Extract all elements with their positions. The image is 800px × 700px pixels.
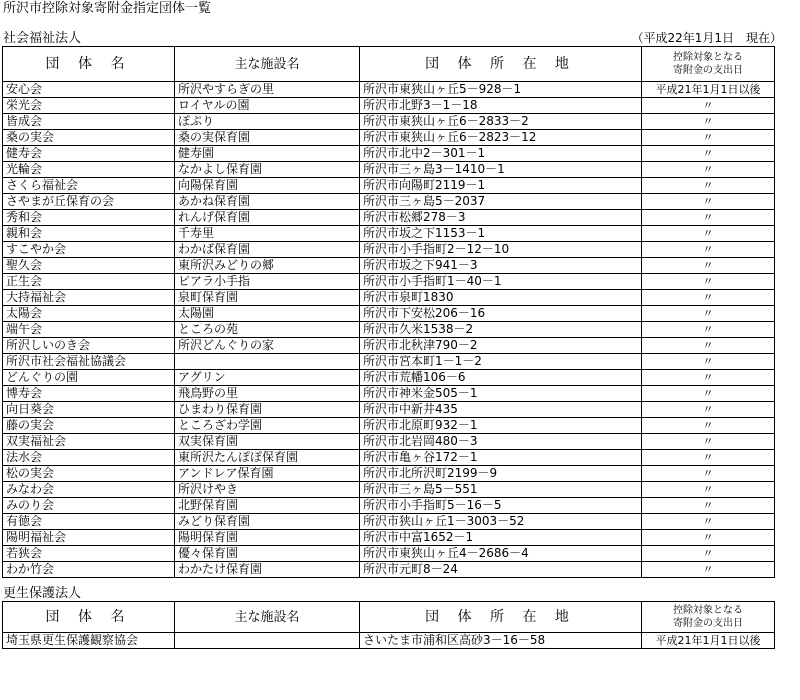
organization-name-cell: 埼玉県更生保護観察協会 <box>3 633 175 649</box>
donation-date-cell: 〃 <box>642 562 775 578</box>
facility-name-cell: 所沢やすらぎの里 <box>175 82 360 98</box>
donation-date-cell: 〃 <box>642 450 775 466</box>
header-donation-date-line1: 控除対象となる <box>673 605 743 616</box>
donation-date-cell: 〃 <box>642 530 775 546</box>
organization-name-cell: 松の実会 <box>3 466 175 482</box>
header-organization-name: 団 体 名 <box>3 602 175 633</box>
address-cell: 所沢市北野3－1－18 <box>360 98 642 114</box>
facility-name-cell: 太陽園 <box>175 306 360 322</box>
table-row <box>3 434 775 450</box>
facility-name-cell: 優々保育園 <box>175 546 360 562</box>
organization-name-cell: 若狭会 <box>3 546 175 562</box>
address-cell: さいたま市浦和区高砂3－16－58 <box>360 633 642 649</box>
facility-name-cell: 泉町保育園 <box>175 290 360 306</box>
table-row <box>3 226 775 242</box>
header-donation-date-line1: 控除対象となる <box>673 52 743 63</box>
table-row <box>3 482 775 498</box>
social-welfare-table <box>2 46 775 578</box>
donation-date-cell: 〃 <box>642 146 775 162</box>
table-row <box>3 210 775 226</box>
donation-date-cell: 〃 <box>642 98 775 114</box>
donation-date-cell: 〃 <box>642 434 775 450</box>
table-row <box>3 114 775 130</box>
donation-date-cell: 〃 <box>642 370 775 386</box>
donation-date-cell: 〃 <box>642 386 775 402</box>
facility-name-cell: アグリン <box>175 370 360 386</box>
header-address: 団 体 所 在 地 <box>360 47 642 82</box>
organization-name-cell: わか竹会 <box>3 562 175 578</box>
donation-date-cell: 〃 <box>642 482 775 498</box>
table-row <box>3 290 775 306</box>
address-cell: 所沢市下安松206－16 <box>360 306 642 322</box>
address-cell: 所沢市亀ヶ谷172－1 <box>360 450 642 466</box>
donation-date-cell: 〃 <box>642 162 775 178</box>
organization-name-cell: 大持福祉会 <box>3 290 175 306</box>
header-main-facility: 主な施設名 <box>175 47 360 82</box>
address-cell: 所沢市泉町1830 <box>360 290 642 306</box>
donation-date-cell: 〃 <box>642 546 775 562</box>
organization-name-cell: 博寿会 <box>3 386 175 402</box>
address-cell: 所沢市三ヶ島3－1410－1 <box>360 162 642 178</box>
table-row <box>3 498 775 514</box>
organization-name-cell: さやまが丘保育の会 <box>3 194 175 210</box>
header-main-facility: 主な施設名 <box>175 602 360 633</box>
facility-name-cell <box>175 354 360 370</box>
facility-name-cell: アンドレア保育園 <box>175 466 360 482</box>
as-of-date: （平成22年1月1日 現在） <box>631 31 782 45</box>
table-row <box>3 546 775 562</box>
organization-name-cell: 栄光会 <box>3 98 175 114</box>
organization-name-cell: すこやか会 <box>3 242 175 258</box>
table-row <box>3 562 775 578</box>
organization-name-cell: 有徳会 <box>3 514 175 530</box>
table-row <box>3 354 775 370</box>
facility-name-cell: ロイヤルの園 <box>175 98 360 114</box>
table-row <box>3 466 775 482</box>
donation-date-cell: 〃 <box>642 466 775 482</box>
address-cell: 所沢市小手指町5－16－5 <box>360 498 642 514</box>
address-cell: 所沢市向陽町2119－1 <box>360 178 642 194</box>
facility-name-cell: 双実保育園 <box>175 434 360 450</box>
facility-name-cell: わかたけ保育園 <box>175 562 360 578</box>
facility-name-cell: 北野保育園 <box>175 498 360 514</box>
address-cell: 所沢市狭山ヶ丘1－3003－52 <box>360 514 642 530</box>
address-cell: 所沢市坂之下941－3 <box>360 258 642 274</box>
facility-name-cell: 健寿園 <box>175 146 360 162</box>
address-cell: 所沢市北中2－301－1 <box>360 146 642 162</box>
organization-name-cell: 皆成会 <box>3 114 175 130</box>
table-row <box>3 146 775 162</box>
header-organization-name: 団 体 名 <box>3 47 175 82</box>
donation-date-cell: 〃 <box>642 130 775 146</box>
table-row <box>3 322 775 338</box>
organization-name-cell: 健寿会 <box>3 146 175 162</box>
donation-date-cell: 平成21年1月1日以後 <box>642 82 775 98</box>
address-cell: 所沢市東狭山ヶ丘6－2823－12 <box>360 130 642 146</box>
table-row <box>3 194 775 210</box>
donation-date-cell: 〃 <box>642 114 775 130</box>
organization-name-cell: さくら福祉会 <box>3 178 175 194</box>
donation-date-cell: 〃 <box>642 210 775 226</box>
table-row <box>3 258 775 274</box>
table-row <box>3 98 775 114</box>
header-donation-date-line2: 寄附金の支出日 <box>673 618 743 629</box>
facility-name-cell: 東所沢みどりの郷 <box>175 258 360 274</box>
organization-name-cell: 藤の実会 <box>3 418 175 434</box>
address-cell: 所沢市坂之下1153－1 <box>360 226 642 242</box>
address-cell: 所沢市三ヶ島5－551 <box>360 482 642 498</box>
address-cell: 所沢市北原町932－1 <box>360 418 642 434</box>
address-cell: 所沢市東狭山ヶ丘6－2833－2 <box>360 114 642 130</box>
facility-name-cell: なかよし保育園 <box>175 162 360 178</box>
social-welfare-table-body <box>3 82 775 578</box>
facility-name-cell: みどり保育園 <box>175 514 360 530</box>
table-row <box>3 633 775 649</box>
table-row <box>3 162 775 178</box>
address-cell: 所沢市荒幡106－6 <box>360 370 642 386</box>
organization-name-cell: 所沢市社会福祉協議会 <box>3 354 175 370</box>
facility-name-cell: 桑の実保育園 <box>175 130 360 146</box>
page-title: 所沢市控除対象寄附金指定団体一覧 <box>3 1 212 16</box>
organization-name-cell: みのり会 <box>3 498 175 514</box>
facility-name-cell: ところざわ学園 <box>175 418 360 434</box>
donation-date-cell: 〃 <box>642 178 775 194</box>
donation-date-cell: 〃 <box>642 306 775 322</box>
table-row <box>3 418 775 434</box>
address-cell: 所沢市小手指町2－12－10 <box>360 242 642 258</box>
organization-name-cell: 親和会 <box>3 226 175 242</box>
facility-name-cell: あかね保育園 <box>175 194 360 210</box>
organization-name-cell: 陽明福祉会 <box>3 530 175 546</box>
facility-name-cell: 向陽保育園 <box>175 178 360 194</box>
table-row <box>3 370 775 386</box>
donation-date-cell: 〃 <box>642 498 775 514</box>
organization-name-cell: みなわ会 <box>3 482 175 498</box>
section-label-rehabilitation: 更生保護法人 <box>3 586 82 601</box>
header-donation-date <box>642 47 775 82</box>
organization-name-cell: どんぐりの園 <box>3 370 175 386</box>
rehabilitation-table-body <box>3 633 775 649</box>
donation-date-cell: 〃 <box>642 354 775 370</box>
address-cell: 所沢市神米金505－1 <box>360 386 642 402</box>
address-cell: 所沢市久米1538－2 <box>360 322 642 338</box>
donation-date-cell: 〃 <box>642 242 775 258</box>
organization-name-cell: 聖久会 <box>3 258 175 274</box>
organization-name-cell: 秀和会 <box>3 210 175 226</box>
address-cell: 所沢市東狭山ヶ丘5－928－1 <box>360 82 642 98</box>
facility-name-cell: れんげ保育園 <box>175 210 360 226</box>
facility-name-cell: ところの苑 <box>175 322 360 338</box>
address-cell: 所沢市北秋津790－2 <box>360 338 642 354</box>
organization-name-cell: 安心会 <box>3 82 175 98</box>
table-row <box>3 242 775 258</box>
donation-date-cell: 〃 <box>642 194 775 210</box>
header-address: 団 体 所 在 地 <box>360 602 642 633</box>
header-donation-date <box>642 602 775 633</box>
address-cell: 所沢市元町8－24 <box>360 562 642 578</box>
facility-name-cell: わかば保育園 <box>175 242 360 258</box>
address-cell: 所沢市中富1652－1 <box>360 530 642 546</box>
table-row <box>3 306 775 322</box>
facility-name-cell: ピアラ小手指 <box>175 274 360 290</box>
address-cell: 所沢市東狭山ヶ丘4－2686－4 <box>360 546 642 562</box>
facility-name-cell: 所沢けやき <box>175 482 360 498</box>
table-row <box>3 402 775 418</box>
donation-date-cell: 平成21年1月1日以後 <box>642 633 775 649</box>
organization-name-cell: 光輪会 <box>3 162 175 178</box>
table-row <box>3 530 775 546</box>
facility-name-cell: ひまわり保育園 <box>175 402 360 418</box>
header-donation-date-line2: 寄附金の支出日 <box>673 65 743 76</box>
table-row <box>3 82 775 98</box>
organization-name-cell: 向日葵会 <box>3 402 175 418</box>
donation-date-cell: 〃 <box>642 274 775 290</box>
organization-name-cell: 太陽会 <box>3 306 175 322</box>
section-label-social-welfare: 社会福祉法人 <box>3 31 82 46</box>
organization-name-cell: 桑の実会 <box>3 130 175 146</box>
donation-date-cell: 〃 <box>642 226 775 242</box>
organization-name-cell: 法水会 <box>3 450 175 466</box>
donation-date-cell: 〃 <box>642 258 775 274</box>
donation-date-cell: 〃 <box>642 514 775 530</box>
table-row <box>3 386 775 402</box>
address-cell: 所沢市三ヶ島5－2037 <box>360 194 642 210</box>
facility-name-cell: 陽明保育園 <box>175 530 360 546</box>
address-cell: 所沢市北岩岡480－3 <box>360 434 642 450</box>
facility-name-cell <box>175 633 360 649</box>
organization-name-cell: 正生会 <box>3 274 175 290</box>
facility-name-cell: 東所沢たんぽぽ保育園 <box>175 450 360 466</box>
table-row <box>3 450 775 466</box>
table-row <box>3 274 775 290</box>
facility-name-cell: 所沢どんぐりの家 <box>175 338 360 354</box>
rehabilitation-table <box>2 601 775 649</box>
table-row <box>3 338 775 354</box>
table-row <box>3 514 775 530</box>
address-cell: 所沢市宮本町1－1－2 <box>360 354 642 370</box>
organization-name-cell: 所沢しいのき会 <box>3 338 175 354</box>
donation-date-cell: 〃 <box>642 338 775 354</box>
organization-name-cell: 双実福祉会 <box>3 434 175 450</box>
facility-name-cell: 千寿里 <box>175 226 360 242</box>
facility-name-cell: 飛鳥野の里 <box>175 386 360 402</box>
address-cell: 所沢市北所沢町2199－9 <box>360 466 642 482</box>
organization-name-cell: 端午会 <box>3 322 175 338</box>
address-cell: 所沢市小手指町1－40－1 <box>360 274 642 290</box>
table-row <box>3 130 775 146</box>
address-cell: 所沢市松郷278－3 <box>360 210 642 226</box>
donation-date-cell: 〃 <box>642 402 775 418</box>
donation-date-cell: 〃 <box>642 290 775 306</box>
donation-date-cell: 〃 <box>642 418 775 434</box>
table-row <box>3 178 775 194</box>
address-cell: 所沢市中新井435 <box>360 402 642 418</box>
facility-name-cell: ぽぷり <box>175 114 360 130</box>
donation-date-cell: 〃 <box>642 322 775 338</box>
